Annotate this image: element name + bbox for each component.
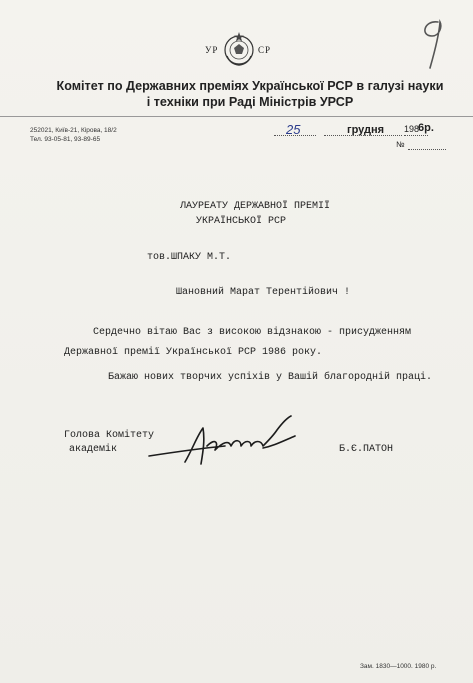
recipient-line-1: ЛАУРЕАТУ ДЕРЖАВНОЇ ПРЕМІЇ <box>180 201 331 212</box>
soviet-emblem-icon <box>222 30 256 68</box>
date-day: 25 <box>286 122 301 137</box>
signatory-title-2: академік <box>69 444 118 455</box>
title-line-2: і техніки при Раді Міністрів УРСР <box>146 95 354 109</box>
date-year-prefix: 198 <box>404 124 420 134</box>
addressee: тов.ШПАКУ М.Т. <box>147 252 232 263</box>
handwritten-signature <box>145 412 305 472</box>
salutation: Шановний Марат Терентійович ! <box>176 287 351 298</box>
date-month: грудня <box>347 124 385 136</box>
body-line-1: Сердечно вітаю Вас з високою відзнакою - присудженням <box>93 327 412 338</box>
recipient-line-2: УКРАЇНСЬКОЇ РСР <box>196 216 287 227</box>
header-divider <box>0 116 473 117</box>
document-number-label: № <box>396 140 405 149</box>
address-line-2: Тел. 93-05-81, 93-89-65 <box>30 136 101 143</box>
committee-address <box>30 126 117 144</box>
date-month-line <box>324 135 402 136</box>
document-number-line <box>408 149 446 150</box>
print-info: Зам. 1830—1000. 1980 р. <box>360 663 437 670</box>
date-year-suffix: 6р. <box>418 122 434 134</box>
committee-title <box>40 78 460 110</box>
signatory-name: Б.Є.ПАТОН <box>339 444 394 455</box>
signatory-title-1: Голова Комітету <box>64 430 155 441</box>
title-line-1: Комітет по Державних преміях Української РСР в галузі науки <box>56 79 444 93</box>
emblem-right-letters: СР <box>258 45 272 55</box>
archive-number-handwritten <box>410 14 450 72</box>
body-line-3: Бажаю нових творчих успіхів у Вашій благородній праці. <box>108 372 433 383</box>
address-line-1: 252021, Київ-21, Кірова, 18/2 <box>30 127 117 134</box>
date-day-line <box>274 135 316 136</box>
emblem-left-letters: УР <box>205 45 219 55</box>
body-line-2: Державної премії Української РСР 1986 року. <box>64 347 323 358</box>
date-year-line <box>404 135 428 136</box>
svg-text:9: 9 <box>410 14 411 15</box>
